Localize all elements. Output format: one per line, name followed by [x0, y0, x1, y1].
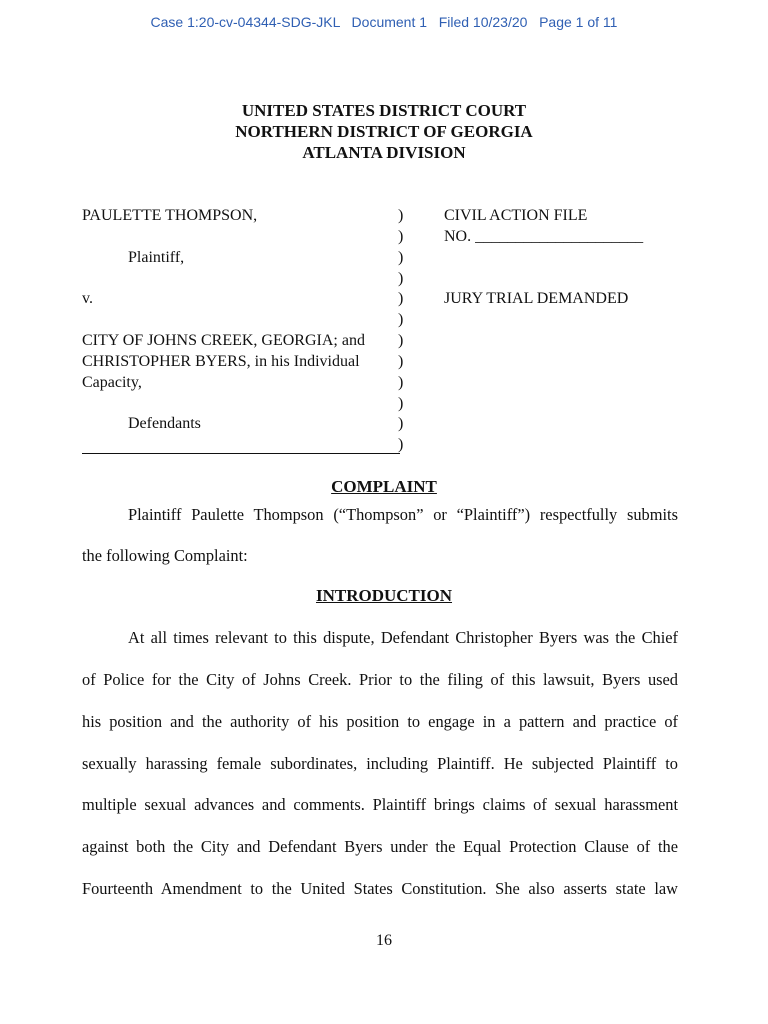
caption-paren: ): [398, 436, 404, 453]
caption-paren: ): [398, 332, 404, 349]
introduction-text-line: sexually harassing female subordinates, including Plaintiff. He subjected Plaintiff to: [82, 754, 678, 773]
caption-paren: ): [398, 290, 404, 307]
caption-paren: ): [398, 415, 404, 432]
introduction-heading: INTRODUCTION: [315, 586, 453, 605]
caption-underline: [82, 453, 400, 454]
introduction-text-line: against both the City and Defendant Byers under the Equal Protection Clause of the: [82, 837, 678, 856]
caption-paren: ): [398, 395, 404, 412]
civil-action-label: CIVIL ACTION FILE: [444, 207, 588, 224]
caption-paren: ): [398, 270, 404, 287]
defendant-line-1: CITY OF JOHNS CREEK, GEORGIA; and: [82, 332, 365, 349]
caption-paren: ): [398, 249, 404, 266]
court-district: NORTHERN DISTRICT OF GEORGIA: [235, 122, 533, 141]
complaint-text-line: the following Complaint:: [82, 546, 248, 565]
plaintiff-name: PAULETTE THOMPSON,: [82, 207, 258, 224]
ecf-filing-header: Case 1:20-cv-04344-SDG-JKL Document 1 Filed 10/23/20 Page 1 of 11: [150, 14, 618, 30]
defendants-label: Defendants: [128, 415, 201, 432]
introduction-text-line: his position and the authority of his position to engage in a pattern and practice of: [82, 712, 678, 731]
caption-paren: ): [398, 228, 404, 245]
introduction-text-line: Fourteenth Amendment to the United States Constitution. She also asserts state law: [82, 879, 678, 898]
complaint-text-line: Plaintiff Paulette Thompson (“Thompson” or “Plaintiff”) respectfully submits: [128, 505, 678, 524]
caption-paren: ): [398, 353, 404, 370]
court-division: ATLANTA DIVISION: [302, 143, 466, 162]
page-number: 16: [376, 932, 392, 949]
civil-action-number: NO. _____________________: [444, 228, 644, 245]
defendant-line-2: CHRISTOPHER BYERS, in his Individual: [82, 353, 360, 370]
plaintiff-label: Plaintiff,: [128, 249, 185, 266]
caption-paren: ): [398, 207, 404, 224]
defendant-line-3: Capacity,: [82, 374, 142, 391]
court-title: [0, 100, 768, 163]
jury-trial-demand: JURY TRIAL DEMANDED: [444, 290, 629, 307]
introduction-text-line: At all times relevant to this dispute, Defendant Christopher Byers was the Chief: [128, 628, 678, 647]
court-name: UNITED STATES DISTRICT COURT: [241, 101, 527, 120]
caption-paren: ): [398, 374, 404, 391]
caption-paren: ): [398, 311, 404, 328]
introduction-text-line: multiple sexual advances and comments. Plaintiff brings claims of sexual harassment: [82, 795, 678, 814]
complaint-heading: COMPLAINT: [331, 477, 437, 496]
introduction-text-line: of Police for the City of Johns Creek. Prior to the filing of this lawsuit, Byers used: [82, 670, 678, 689]
versus-label: v.: [82, 290, 93, 307]
